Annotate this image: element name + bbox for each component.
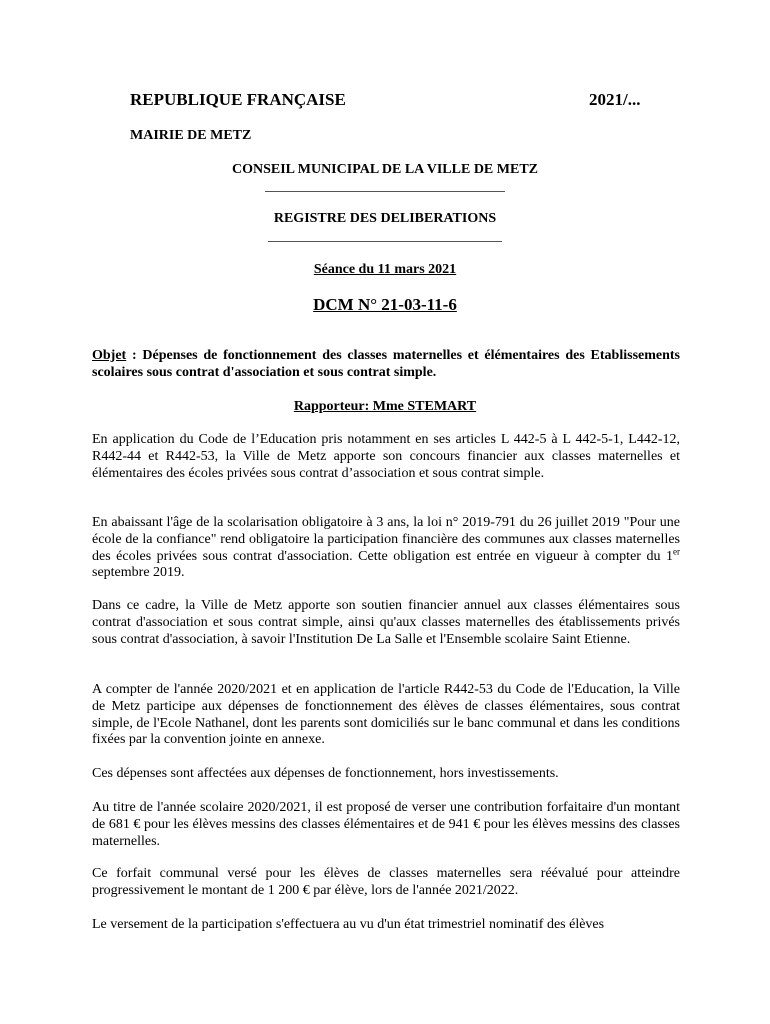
divider-1	[265, 191, 505, 192]
objet-label: Objet	[92, 348, 127, 363]
mairie-heading: MAIRIE DE METZ	[130, 128, 252, 143]
register-heading: REGISTRE DES DELIBERATIONS	[273, 211, 497, 226]
paragraph-1: En application du Code de l’Education pris notamment en ses articles L 442-5 à L 442-5-1, L442-12, R442-44 et R442-53, la Ville de Metz apporte son concours financier aux classes maternelles et élémentaires des écoles privées sous contrat d’association et sous contrat simple.	[92, 432, 680, 481]
paragraph-4: A compter de l'année 2020/2021 et en application de l'article R442-53 du Code de l'Education, la Ville de Metz participe aux dépenses de fonctionnement des élèves de classes élémentaires, sous contrat simple, de l'Ecole Nathanel, dont les parents sont domiciliés sur le banc communal et dans les conditions fixées par la convention jointe en annexe.	[92, 682, 680, 748]
council-heading: CONSEIL MUNICIPAL DE LA VILLE DE METZ	[232, 162, 538, 177]
paragraph-2-text: En abaissant l'âge de la scolarisation obligatoire à 3 ans, la loi n° 2019-791 du 26 juillet 2019 "Pour une école de la confiance" rend obligatoire la participation financière des communes aux classes maternelles des écoles privées sous contrat d'association. Cette obligation est entrée en vigueur à compter du 1	[92, 515, 680, 564]
paragraph-3: Dans ce cadre, la Ville de Metz apporte son soutien financier annuel aux classes élémentaires sous contrat d'association et sous contrat simple, ainsi qu'aux classes maternelles des établissements privés sous contrat d'association, à savoir l'Institution De La Salle et l'Ensemble scolaire Saint Etienne.	[92, 598, 680, 647]
paragraph-6: Au titre de l'année scolaire 2020/2021, il est proposé de verser une contribution forfaitaire d'un montant de 681 € pour les élèves messins des classes élémentaires et de 941 € pour les élèves messins des classes maternelles.	[92, 800, 680, 849]
divider-2	[268, 241, 502, 242]
paragraph-5: Ces dépenses sont affectées aux dépenses de fonctionnement, hors investissements.	[92, 766, 559, 781]
republic-heading: REPUBLIQUE FRANÇAISE	[130, 90, 346, 109]
seance-date: Séance du 11 mars 2021	[313, 262, 457, 277]
paragraph-7: Ce forfait communal versé pour les élèves de classes maternelles sera réévalué pour atteindre progressivement le montant de 1 200 € par élève, lors de l'année 2021/2022.	[92, 866, 680, 898]
objet-text: : Dépenses de fonctionnement des classes maternelles et élémentaires des Etablissements scolaires sous contrat d'association et sous contrat simple.	[92, 348, 680, 380]
ordinal-superscript: er	[673, 545, 680, 556]
paragraph-8: Le versement de la participation s'effectuera au vu d'un état trimestriel nominatif des élèves	[92, 917, 605, 932]
paragraph-2	[92, 515, 680, 582]
deliberation-reference: 2021/...	[589, 90, 641, 109]
paragraph-2-end: septembre 2019.	[92, 565, 185, 581]
dcm-number: DCM N° 21-03-11-6	[313, 295, 457, 314]
rapporteur: Rapporteur: Mme STEMART	[293, 399, 477, 414]
objet-paragraph	[92, 348, 680, 382]
